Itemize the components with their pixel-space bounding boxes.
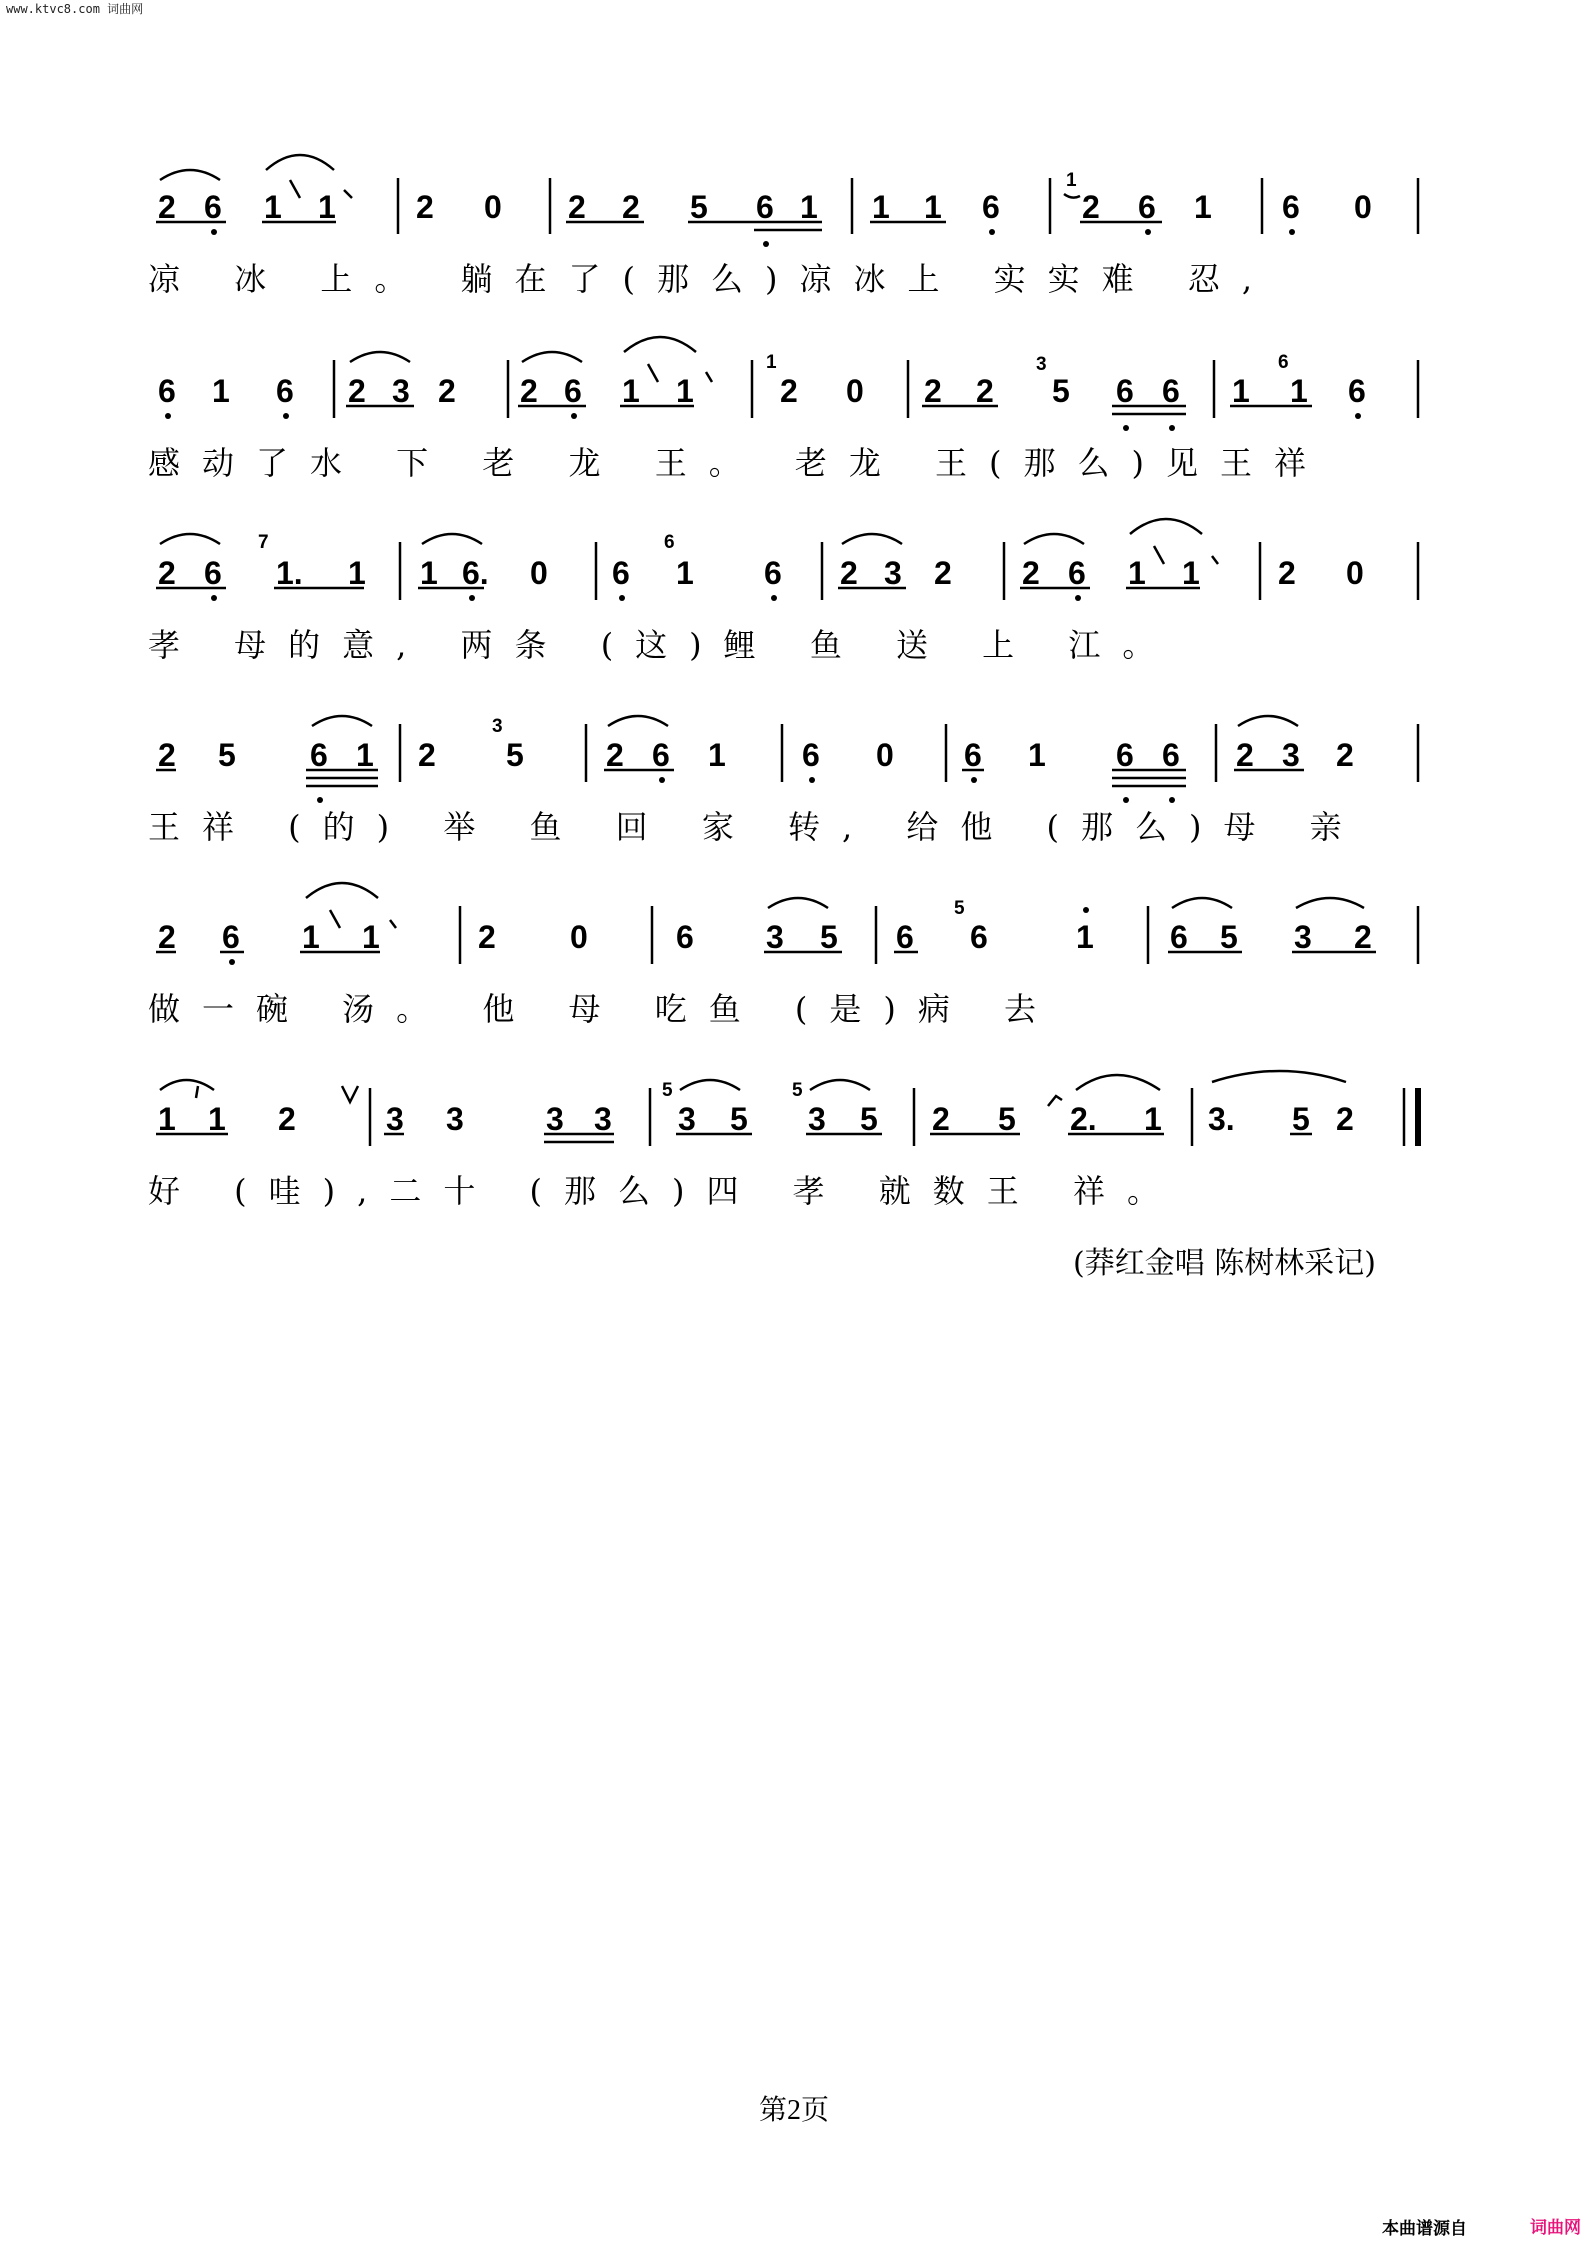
svg-text:5: 5 (954, 898, 965, 919)
svg-text:6: 6 (276, 373, 294, 409)
svg-text:1: 1 (676, 555, 694, 591)
svg-text:1: 1 (318, 189, 336, 225)
svg-text:3: 3 (392, 373, 410, 409)
brand-logo: 词曲网 (1530, 2218, 1581, 2238)
svg-text:0: 0 (530, 555, 548, 591)
svg-text:6: 6 (764, 555, 782, 591)
svg-text:1: 1 (1066, 170, 1077, 191)
svg-text:1: 1 (800, 189, 818, 225)
svg-text:2: 2 (932, 1101, 950, 1137)
svg-text:2: 2 (924, 373, 942, 409)
svg-text:1: 1 (924, 189, 942, 225)
svg-text:6: 6 (1170, 919, 1188, 955)
svg-text:6: 6 (204, 189, 222, 225)
score-line-1 (156, 155, 1418, 247)
svg-text:6: 6 (1162, 737, 1180, 773)
svg-text:1: 1 (362, 919, 380, 955)
svg-text:6: 6 (310, 737, 328, 773)
svg-text:3: 3 (1294, 919, 1312, 955)
svg-text:1: 1 (766, 352, 777, 373)
svg-text:2: 2 (568, 189, 586, 225)
svg-text:1: 1 (208, 1101, 226, 1137)
site-watermark: www.ktvc8.com 词曲网 (6, 2, 144, 16)
lyric-line-6: 好 (哇),二十 (那么)四 孝 就数王 祥。 (148, 1172, 1181, 1210)
svg-text:6: 6 (896, 919, 914, 955)
svg-text:6: 6 (1116, 737, 1134, 773)
svg-text:2: 2 (438, 373, 456, 409)
score-line-4 (156, 716, 1418, 803)
svg-text:6: 6 (1162, 373, 1180, 409)
svg-text:3: 3 (1036, 354, 1047, 375)
score-line-2 (158, 337, 1418, 431)
svg-text:2: 2 (1236, 737, 1254, 773)
svg-text:3: 3 (446, 1101, 464, 1137)
svg-text:3: 3 (678, 1101, 696, 1137)
svg-text:0: 0 (876, 737, 894, 773)
svg-text:6.: 6. (462, 555, 489, 591)
svg-text:1: 1 (1076, 919, 1094, 955)
svg-text:2: 2 (348, 373, 366, 409)
svg-text:5: 5 (1220, 919, 1238, 955)
svg-text:1: 1 (872, 189, 890, 225)
svg-text:3: 3 (884, 555, 902, 591)
svg-text:1.: 1. (276, 555, 303, 591)
svg-text:2: 2 (1336, 1101, 1354, 1137)
svg-text:2: 2 (780, 373, 798, 409)
svg-text:5: 5 (690, 189, 708, 225)
svg-text:0: 0 (484, 189, 502, 225)
svg-text:6: 6 (664, 532, 675, 553)
svg-text:1: 1 (420, 555, 438, 591)
svg-text:3: 3 (546, 1101, 564, 1137)
svg-text:2: 2 (1022, 555, 1040, 591)
svg-text:1: 1 (1182, 555, 1200, 591)
svg-text:1: 1 (1194, 189, 1212, 225)
svg-text:2: 2 (976, 373, 994, 409)
svg-text:1: 1 (348, 555, 366, 591)
svg-text:2: 2 (840, 555, 858, 591)
svg-text:5: 5 (1292, 1101, 1310, 1137)
source-note: 本曲谱源自 (1382, 2219, 1467, 2239)
svg-text:6: 6 (756, 189, 774, 225)
svg-text:6: 6 (1278, 352, 1289, 373)
svg-text:2: 2 (158, 919, 176, 955)
svg-text:2: 2 (1082, 189, 1100, 225)
svg-text:2: 2 (520, 373, 538, 409)
svg-text:2: 2 (158, 737, 176, 773)
svg-text:3: 3 (386, 1101, 404, 1137)
svg-text:5: 5 (860, 1101, 878, 1137)
svg-text:5: 5 (792, 1080, 803, 1101)
svg-text:6: 6 (676, 919, 694, 955)
svg-text:1: 1 (1028, 737, 1046, 773)
score-line-3 (156, 519, 1418, 601)
score-line-5 (156, 883, 1418, 965)
lyric-line-5: 做一碗 汤。 他 母 吃鱼 (是)病 去 (148, 990, 1059, 1028)
svg-text:6: 6 (1282, 189, 1300, 225)
svg-text:2: 2 (934, 555, 952, 591)
svg-text:0: 0 (570, 919, 588, 955)
svg-text:1: 1 (212, 373, 230, 409)
svg-text:6: 6 (1116, 373, 1134, 409)
svg-text:2: 2 (158, 189, 176, 225)
lyric-line-1: 凉 冰 上。 躺在了(那么)凉冰上 实实难 忍, (148, 260, 1275, 298)
svg-text:5: 5 (730, 1101, 748, 1137)
svg-text:5: 5 (506, 737, 524, 773)
svg-text:3: 3 (594, 1101, 612, 1137)
svg-text:2: 2 (418, 737, 436, 773)
svg-text:2: 2 (158, 555, 176, 591)
svg-text:2: 2 (1278, 555, 1296, 591)
svg-text:0: 0 (1346, 555, 1364, 591)
svg-text:1: 1 (1128, 555, 1146, 591)
svg-text:2: 2 (278, 1101, 296, 1137)
svg-text:5: 5 (662, 1080, 673, 1101)
svg-text:6: 6 (982, 189, 1000, 225)
svg-text:2: 2 (416, 189, 434, 225)
svg-text:7: 7 (258, 532, 269, 553)
performer-credit: (莽红金唱 陈树林采记) (1073, 1246, 1376, 1281)
lyric-line-3: 孝 母的意, 两条 (这)鲤 鱼 送 上 江。 (148, 626, 1177, 664)
lyric-line-2: 感动了水 下 老 龙 王。 老龙 王(那么)见王祥 (148, 444, 1329, 482)
svg-text:2: 2 (622, 189, 640, 225)
svg-text:3: 3 (808, 1101, 826, 1137)
svg-text:3: 3 (1282, 737, 1300, 773)
svg-text:6: 6 (1138, 189, 1156, 225)
svg-text:6: 6 (158, 373, 176, 409)
svg-text:6: 6 (964, 737, 982, 773)
svg-text:2.: 2. (1070, 1101, 1097, 1137)
svg-text:1: 1 (356, 737, 374, 773)
svg-text:5: 5 (998, 1101, 1016, 1137)
svg-text:1: 1 (676, 373, 694, 409)
svg-text:5: 5 (820, 919, 838, 955)
svg-text:1: 1 (708, 737, 726, 773)
svg-text:6: 6 (1068, 555, 1086, 591)
lyric-line-4: 王祥 (的) 举 鱼 回 家 转, 给他 (那么)母 亲 (148, 808, 1364, 846)
svg-text:6: 6 (1348, 373, 1366, 409)
svg-text:1: 1 (1144, 1101, 1162, 1137)
svg-text:6: 6 (564, 373, 582, 409)
svg-text:6: 6 (970, 919, 988, 955)
svg-text:1: 1 (302, 919, 320, 955)
svg-text:6: 6 (222, 919, 240, 955)
svg-text:2: 2 (606, 737, 624, 773)
svg-text:3: 3 (766, 919, 784, 955)
svg-text:1: 1 (1232, 373, 1250, 409)
svg-text:0: 0 (1354, 189, 1372, 225)
svg-text:2: 2 (478, 919, 496, 955)
svg-text:5: 5 (1052, 373, 1070, 409)
svg-text:2: 2 (1336, 737, 1354, 773)
svg-text:1: 1 (1290, 373, 1308, 409)
svg-text:6: 6 (612, 555, 630, 591)
svg-text:6: 6 (652, 737, 670, 773)
svg-text:5: 5 (218, 737, 236, 773)
svg-text:6: 6 (204, 555, 222, 591)
score-line-6 (156, 1071, 1418, 1146)
svg-text:0: 0 (846, 373, 864, 409)
svg-text:3: 3 (492, 716, 503, 737)
svg-text:1: 1 (622, 373, 640, 409)
svg-text:1: 1 (264, 189, 282, 225)
svg-text:3.: 3. (1208, 1101, 1235, 1137)
svg-text:2: 2 (1354, 919, 1372, 955)
svg-text:1: 1 (158, 1101, 176, 1137)
page-number: 第2页 (758, 2095, 829, 2126)
svg-text:6: 6 (802, 737, 820, 773)
